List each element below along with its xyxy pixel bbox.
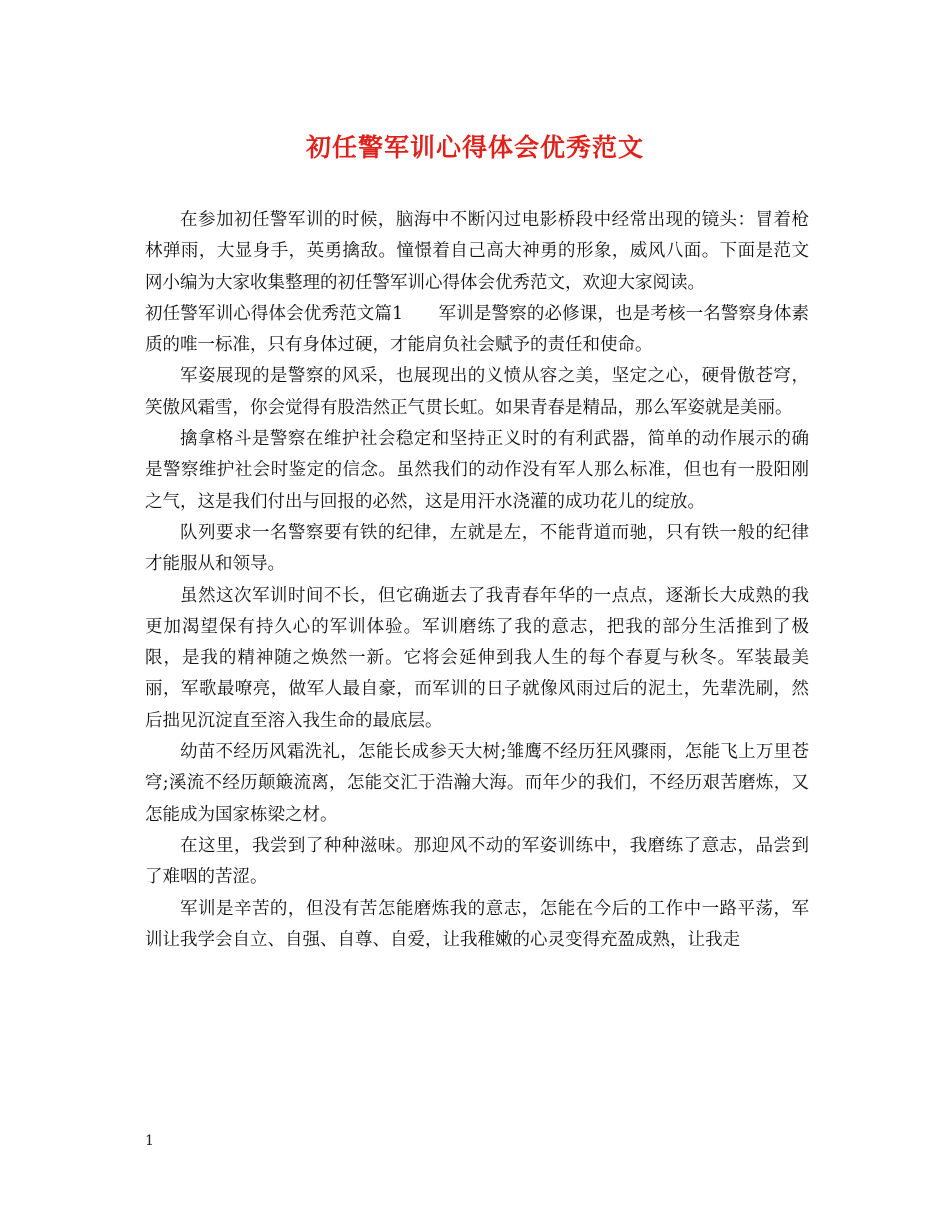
paragraph-reflection: 虽然这次军训时间不长，但它确逝去了我青春年华的一点点，逐渐长大成熟的我更加渴望保有持久心的军训体验。军训磨练了我的意志，把我的部分生活推到了极限，是我的精神随之焕然一新。它将会延伸到我人生的每个春夏与秋冬。军装最美丽，军歌最嘹亮，做军人最自豪，而军训的日子就像风雨过后的泥土，先辈洗刷，然后拙见沉淀直至溶入我生命的最底层。: [145, 585, 809, 731]
paragraph-tastes: 在这里，我尝到了种种滋味。那迎风不动的军姿训练中，我磨练了意志，品尝到了难咽的苦涩。: [145, 835, 809, 888]
paragraph-military-posture: 军姿展现的是警察的风采，也展现出的义愤从容之美，坚定之心，硬骨傲苍穹，笑傲风霜雪，你会觉得有股浩然正气贯长虹。如果青春是精品，那么军姿就是美丽。: [145, 366, 809, 418]
paragraph-section-1: 初任警军训心得体会优秀范文篇1 军训是警察的必修课，也是考核一名警察身体素质的唯一标准，只有身体过硬，才能肩负社会赋予的责任和使命。: [145, 303, 809, 356]
paragraph-combat-training: 擒拿格斗是警察在维护社会稳定和坚持正义时的有利武器，简单的动作展示的确是警察维护社会时鉴定的信念。虽然我们的动作没有军人那么标准，但也有一股阳刚之气，这是我们付出与回报的必然，这是用汗水浇灌的成功花儿的绽放。: [145, 429, 809, 512]
paragraph-intro: 在参加初任警军训的时候，脑海中不断闪过电影桥段中经常出现的镜头：冒着枪林弹雨，大显身手，英勇擒敌。憧憬着自己高大神勇的形象，威风八面。下面是范文网小编为大家收集整理的初任警军训心得体会优秀范文，欢迎大家阅读。: [145, 210, 809, 293]
paragraph-formation-drill: 队列要求一名警察要有铁的纪律，左就是左，不能背道而驰，只有铁一般的纪律才能服从和领导。: [145, 522, 809, 575]
document-body: [145, 205, 809, 956]
paragraph-hardship: 军训是辛苦的，但没有苦怎能磨炼我的意志，怎能在今后的工作中一路平荡，军训让我学会自立、自强、自尊、自爱，让我稚嫩的心灵变得充盈成熟，让我走: [145, 898, 809, 950]
page-number: 1: [145, 1133, 154, 1149]
document-title: 初任警军训心得体会优秀范文: [305, 133, 644, 162]
paragraph-seedling: 幼苗不经历风霜洗礼，怎能长成参天大树;雏鹰不经历狂风骤雨，怎能飞上万里苍穹;溪流不经历颠簸流离，怎能交汇于浩瀚大海。而年少的我们，不经历艰苦磨炼，又怎能成为国家栋梁之材。: [145, 742, 809, 825]
